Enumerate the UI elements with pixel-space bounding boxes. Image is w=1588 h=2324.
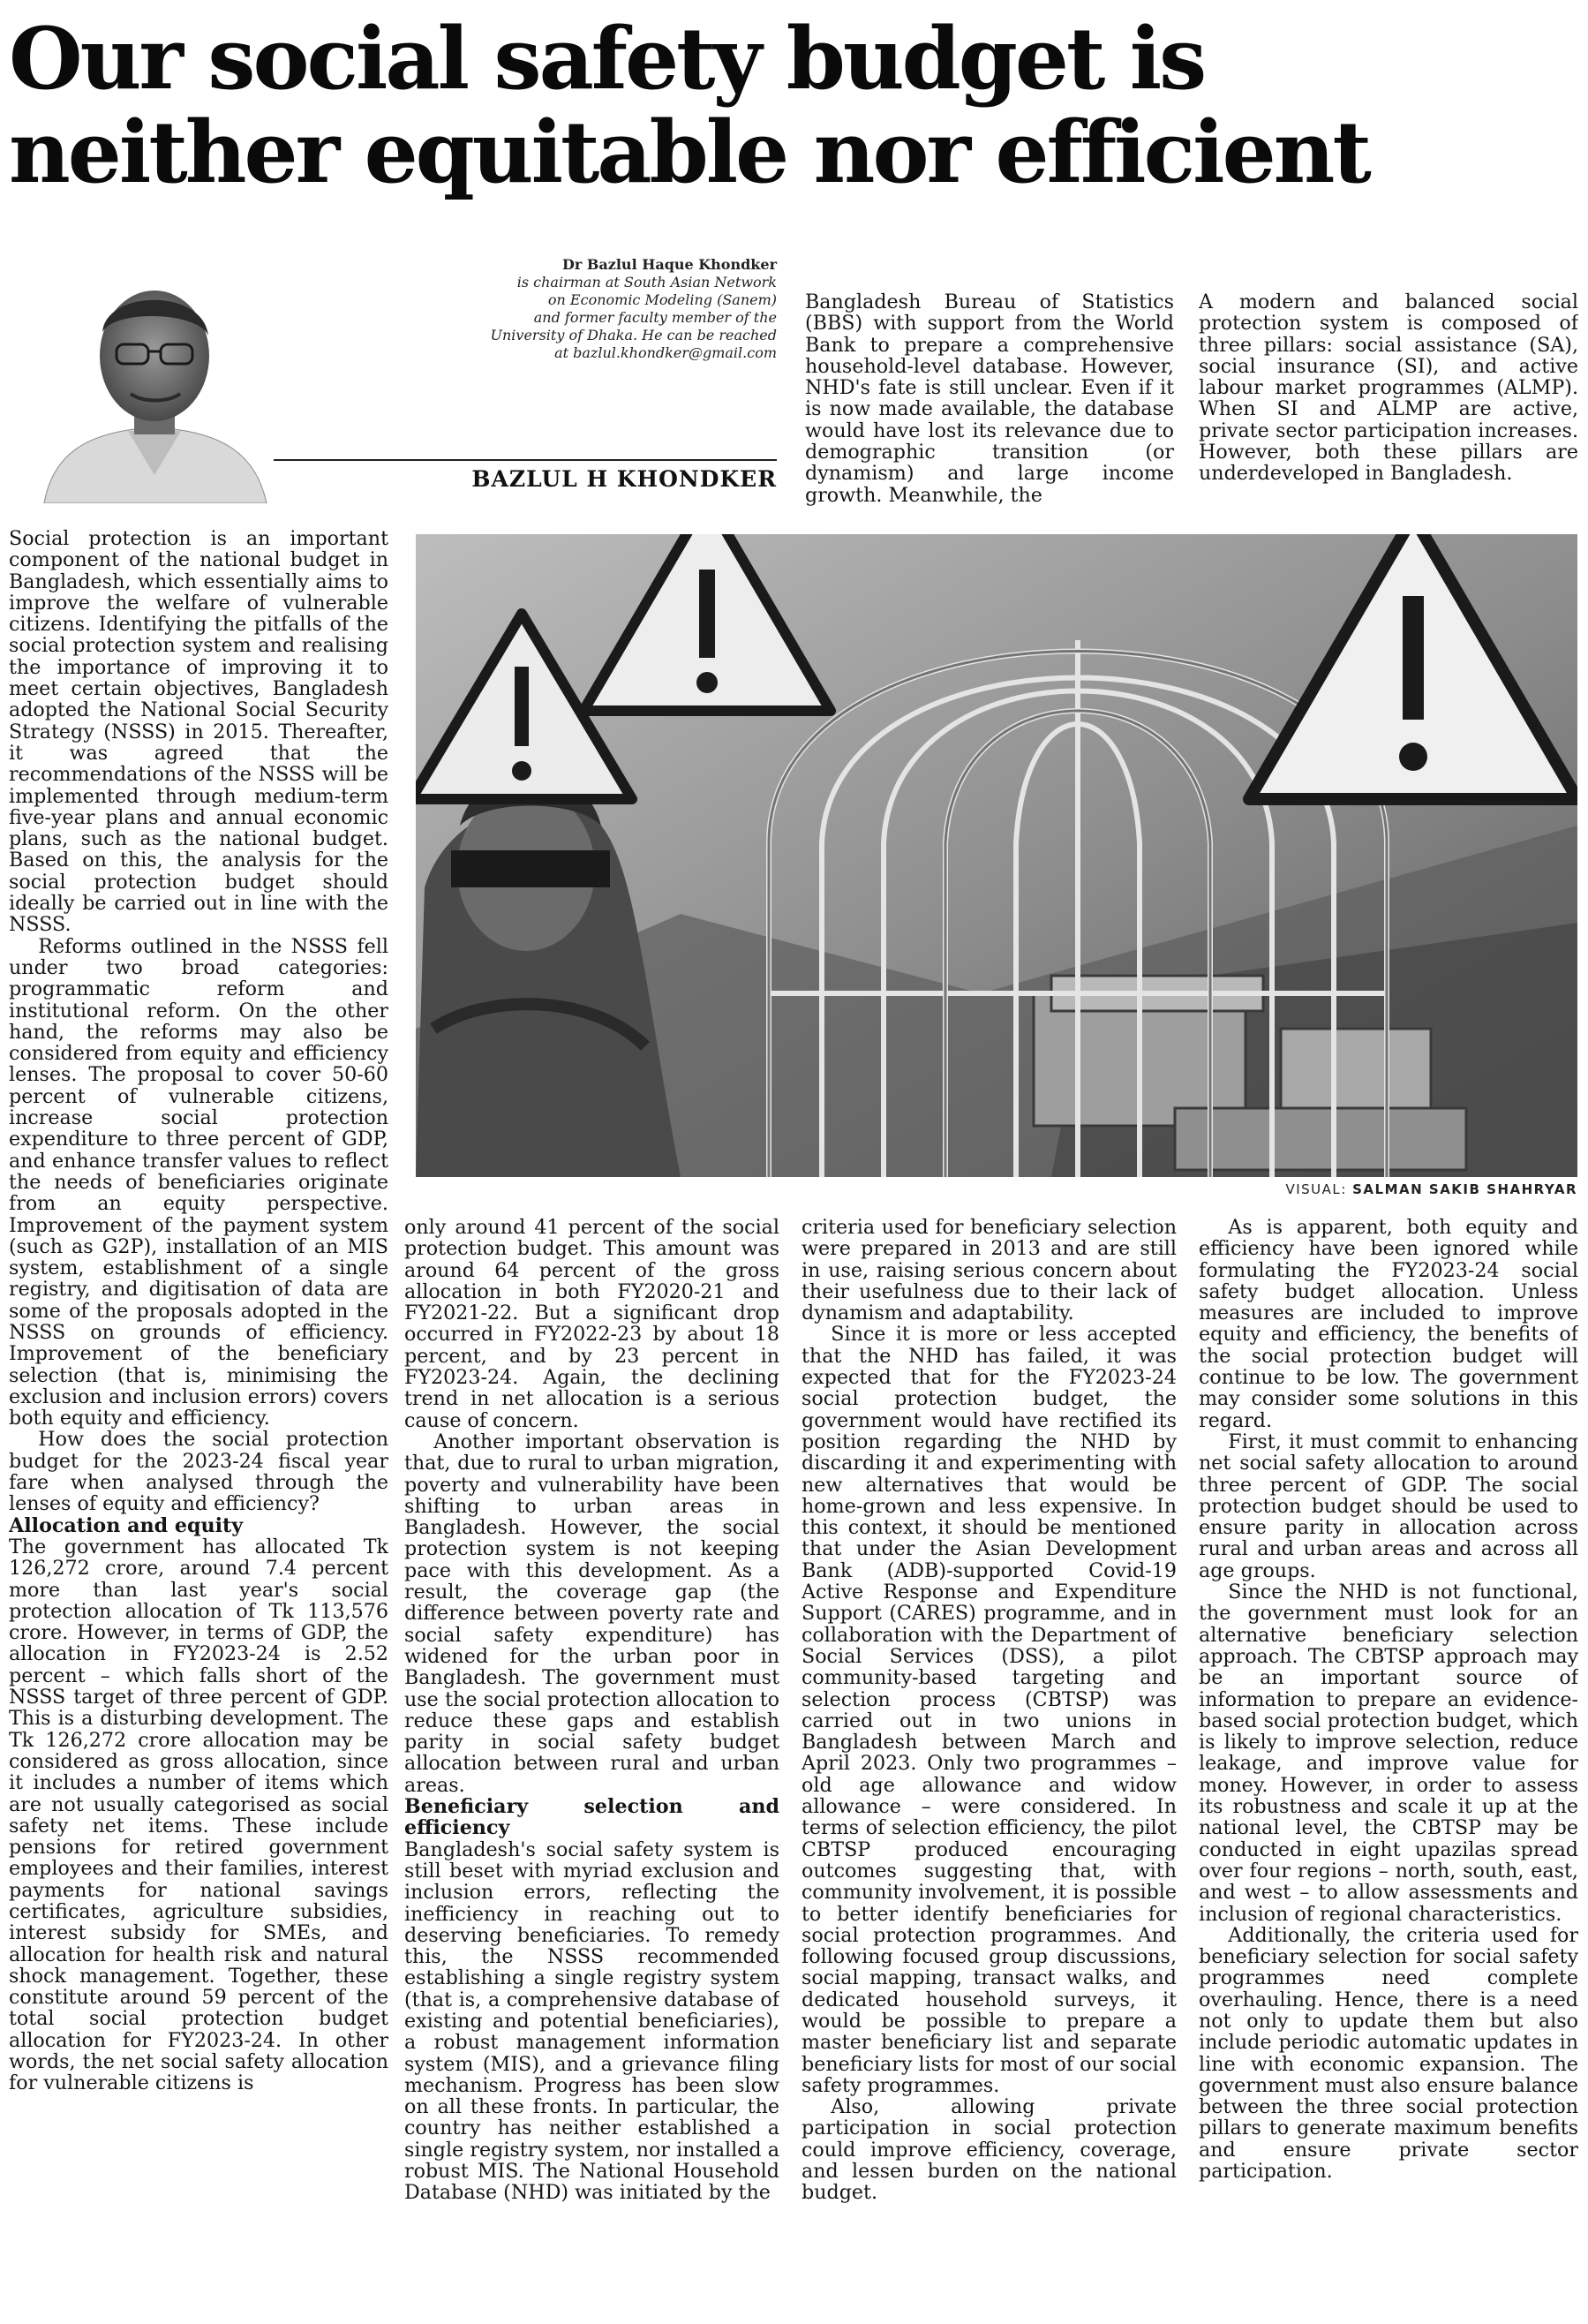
paragraph: First, it must commit to enhancing net social safety allocation to around three percent of GDP. The social protection budget should be used to ensure parity in allocation across rural and urban areas and across all age groups. xyxy=(1199,1430,1578,1582)
paragraph: The government has allocated Tk 126,272 crore, around 7.4 percent more than last year's social protection allocation of Tk 113,576 crore. However, in terms of GDP, the allocation in FY2023-24 is 2.52 percent – which falls short of the NSSS target of three percent of GDP. This is a disturbing development. The Tk 126,272 crore allocation may be considered as gross allocation, since it includes a number of items which are not usually categorised as social safety net items. These include pensions for retired government employees and their families, interest payments for national savings certificates, agriculture subsidies, interest subsidy for SMEs, and allocation for health risk and natural shock management. Together, these constitute around 59 percent of the total social protection budget allocation for FY2023-24. In other words, the net social safety allocation for vulnerable citizens is xyxy=(9,1535,388,2095)
article-column-1 xyxy=(9,528,388,2316)
paragraph: How does the social protection budget for the 2023-24 fiscal year fare when analysed through the lenses of equity and efficiency? xyxy=(9,1428,388,1516)
byline-divider xyxy=(274,459,777,461)
paragraph: Bangladesh's social safety system is still beset with myriad exclusion and inclusion errors, reflecting the inefficiency in reaching out to deserving beneficiaries. To remedy this, the NSSS recommended establishing a single registry system (that is, a comprehensive database of existing and potential beneficiaries), a robust management information system (MIS), and a grievance filing mechanism. Progress has been slow on all these fronts. In particular, the country has neither established a single registry system, nor installed a robust MIS. The National Household Database (NHD) was initiated by the xyxy=(404,1837,779,2205)
paragraph: Social protection is an important component of the national budget in Bangladesh, which essentially aims to improve the welfare of vulnerable citizens. Identifying the pitfalls of the social protection system and realising the importance of improving it to meet certain objectives, Bangladesh adopted the National Social Security Strategy (NSSS) in 2015. Thereafter, it was agreed that the recommendations of the NSSS will be implemented through medium-term five-year plans and annual economic plans, such as the national budget. Based on this, the analysis for the social protection budget should ideally be carried out in line with the NSSS. xyxy=(9,528,388,937)
author-email: at bazlul.khondker@gmail.com xyxy=(554,344,777,361)
headline-line-1: Our social safety budget is xyxy=(9,9,1205,109)
paragraph: Since it is more or less accepted that the NHD has failed, it was expected that for the FY2023-24 social protection budget, the government would have rectified its position regarding the NHD by discarding it and experimenting with new alternatives that would be home-grown and less expensive. In this context, it should be mentioned that under the Asian Development Bank (ADB)-supported Covid-19 Active Response and Expenditure Support (CARES) programme, and in collaboration with the Department of Social Services (DSS), a pilot community-based targeting and selection process (CBTSP) was carried out in two unions in Bangladesh between March and April 2023. Only two programmes – old age allowance and widow allowance – were considered. In terms of selection efficiency, the pilot CBTSP produced encouraging outcomes suggesting that, with community involvement, it is possible to better identify beneficiaries for social protection programmes. And following focused group discussions, social mapping, transact walks, and dedicated household surveys, it would be possible to prepare a master beneficiary list and separate beneficiary lists for most of our social safety programmes. xyxy=(802,1323,1177,2097)
paragraph: only around 41 percent of the social protection budget. This amount was around 64 percent of the gross allocation in both FY2020-21 and FY2021-22. But a significant drop occurred in FY2022-23 by about 18 percent, and by 23 percent in FY2023-24. Again, the declining trend in net allocation is a serious cause of concern. xyxy=(404,1217,779,1432)
author-bio-line: is chairman at South Asian Network xyxy=(516,274,777,290)
paragraph: Additionally, the criteria used for beneficiary selection for social safety programmes need complete overhauling. Hence, there is a need not only to update them but also include periodic automatic updates in line with economic expansion. The government must also ensure balance between the three social protection pillars to generate maximum benefits and ensure private sector participation. xyxy=(1199,1923,1578,2184)
paragraph: criteria used for beneficiary selection were prepared in 2013 and are still in use, raising serious concern about their usefulness due to their lack of dynamism and adaptability. xyxy=(802,1217,1177,1325)
illustration-graphic xyxy=(416,534,1577,1177)
byline: BAZLUL H KHONDKER xyxy=(471,466,777,492)
headline xyxy=(9,9,1580,202)
author-name: Dr Bazlul Haque Khondker xyxy=(562,256,777,273)
visual-credit xyxy=(1095,1181,1577,1197)
author-bio xyxy=(388,256,777,362)
author-bio-line: on Economic Modeling (Sanem) xyxy=(547,291,777,308)
article-column-3 xyxy=(802,1217,1177,2320)
article-column-4 xyxy=(1199,1217,1578,2320)
section-heading: Beneficiary selection and efficiency xyxy=(404,1795,779,1840)
visual-credit-name: SALMAN SAKIB SHAHRYAR xyxy=(1352,1181,1577,1197)
paragraph: A modern and balanced social protection system is composed of three pillars: social assistance (SA), social insurance (SI), and active labour market programmes (ALMP). When SI and ALMP are active, private sector participation increases. However, both these pillars are underdeveloped in Bangladesh. xyxy=(1199,291,1578,486)
article-column-2 xyxy=(404,1217,779,2320)
article-illustration xyxy=(416,534,1577,1177)
author-photo xyxy=(35,263,274,503)
paragraph: Since the NHD is not functional, the government must look for an alternative beneficiary selection approach. The CBTSP approach may be an important source of information to prepare an evidence-based social protection budget, which is likely to improve selection, reduce leakage, and improve value for money. However, in order to assess its robustness and scale it up at the national level, the CBTSP may be conducted in eight upazilas spread over four regions – north, south, east, and west – to allow assessments and inclusion of regional characteristics. xyxy=(1199,1581,1578,1926)
author-bio-line: University of Dhaka. He can be reached xyxy=(490,327,777,343)
section-heading: Allocation and equity xyxy=(9,1513,244,1537)
article-column-2-top xyxy=(805,291,1174,512)
paragraph: Also, allowing private participation in social protection could improve efficiency, coverage, and lessen burden on the national budget. xyxy=(802,2095,1177,2205)
paragraph: Another important observation is that, due to rural to urban migration, poverty and vulnerability have been shifting to urban areas in Bangladesh. However, the social protection system is not keeping pace with this development. As a result, the coverage gap (the difference between poverty rate and social safety expenditure) has widened for the urban poor in Bangladesh. The government must use the social protection allocation to reduce these gaps and establish parity in social safety budget allocation between rural and urban areas. xyxy=(404,1430,779,1797)
author-bio-line: and former faculty member of the xyxy=(533,309,777,326)
paragraph: Reforms outlined in the NSSS fell under two broad categories: programmatic reform and institutional reform. On the other hand, the reforms may also be considered from equity and efficiency lenses. The proposal to cover 50-60 percent of vulnerable citizens, increase social protection expenditure to three percent of GDP, and enhance transfer values to reflect the needs of beneficiaries originate from an equity perspective. Improvement of the payment system (such as G2P), installation of an MIS system, establishment of a single registry, and digitisation of data are some of the proposals adopted in the NSSS on grounds of efficiency. Improvement of the beneficiary selection (that is, minimising the exclusion and inclusion errors) covers both equity and efficiency. xyxy=(9,934,388,1430)
paragraph: Bangladesh Bureau of Statistics (BBS) with support from the World Bank to prepare a comprehensive household-level database. However, NHD's fate is still unclear. Even if it is now made available, the database would have lost its relevance due to demographic transition (or dynamism) and large income growth. Meanwhile, the xyxy=(805,291,1174,507)
paragraph: As is apparent, both equity and efficiency have been ignored while formulating the FY2023-24 social safety budget allocation. Unless measures are included to improve equity and efficiency, the benefits of the social protection budget will continue to be low. The government may consider some solutions in this regard. xyxy=(1199,1217,1578,1432)
visual-credit-label: VISUAL: xyxy=(1285,1181,1353,1197)
article-column-3-top xyxy=(1199,291,1578,512)
headline-line-2: neither equitable nor efficient xyxy=(9,102,1369,202)
